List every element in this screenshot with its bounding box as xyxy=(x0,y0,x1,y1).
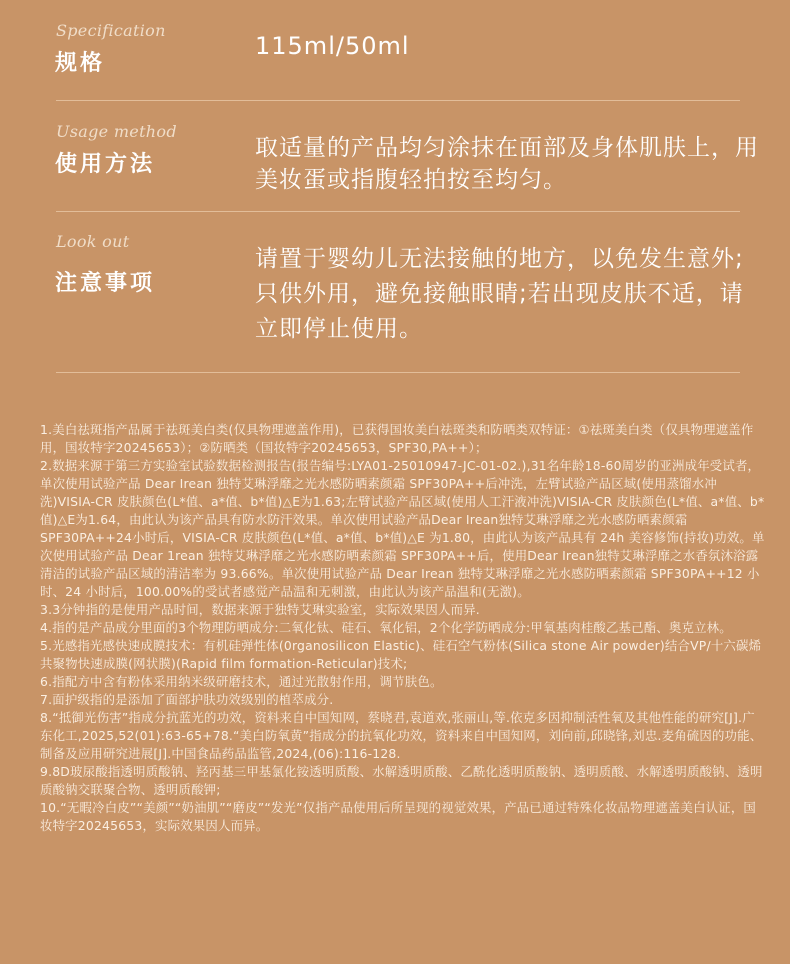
spec-label-en: Specification xyxy=(56,21,166,40)
spec-value: 115ml/50ml xyxy=(255,32,410,60)
footnote: 4.指的是产品成分里面的3个物理防晒成分:二氧化钛、硅石、氧化铝，2个化学防晒成分:甲氧基肉桂酸乙基己酯、奥克立林。 xyxy=(40,620,732,635)
lookout-label-en: Look out xyxy=(56,232,130,251)
footnote: 10.“无暇冷白皮”“美颜”“奶油肌”“磨皮”“发光”仅指产品使用后所呈现的视觉效果，产品已通过特殊化妆品物理遮盖美白认证，国妆特字20245653，实际效果因人而异。 xyxy=(40,800,757,833)
lookout-label-zh: 注意事项 xyxy=(55,271,156,296)
footnote: 5.光感指光感快速成膜技术：有机硅弹性体(0rganosilicon Elastic)、硅石空气粉体(Silica stone Air powder)结合VP/十六碳烯共聚物快速成膜(网状膜)(Rapid film formation-Reticular)技术; xyxy=(40,638,762,671)
footnote: 6.指配方中含有粉体采用纳米级研磨技术，通过光散射作用，调节肤色。 xyxy=(40,674,443,689)
spec-label-zh: 规格 xyxy=(55,51,106,76)
lookout-value: 请置于婴幼儿无法接触的地方，以免发生意外;只供外用，避免接触眼睛;若出现皮肤不适，请立即停止使用。 xyxy=(255,246,744,342)
divider xyxy=(56,100,740,101)
usage-label-zh: 使用方法 xyxy=(55,152,156,177)
footnote: 9.8D玻尿酸指透明质酸钠、羟丙基三甲基氯化铵透明质酸、水解透明质酸、乙酰化透明质酸钠、透明质酸、水解透明质酸钠、透明质酸钠交联聚合物、透明质酸钾; xyxy=(40,764,763,797)
footnote: 2.数据来源于第三方实验室试验数据检测报告(报告编号:LYA01-25010947-JC-01-02.),31名年龄18-60周岁的亚洲成年受试者，单次使用试验产品 Dear Irean 独特艾琳浮靡之光水感防晒素颜霜 SPF30PA++后冲洗，左臂试验产品区域(使用蒸馏水冲洗)VISIA-CR 皮肤颜色(L*值、a*值、b*值)△E为1.63;左臂试验产品区域(使用人工汗液冲洗)VISIA-CR 皮肤颜色(L*值、a*值、b*值)△E为1.64，由此认为该产品具有防水防汗效果。单次使用试验产品Dear Irean独特艾琳浮靡之光水感防晒素颜霜SPF30PA++24小时后，VISIA-CR 皮肤颜色(L*值、a*值、b*值)△E 为1.80，由此认为该产品具有 24h 美容修饰(持妆)功效。单次使用试验产品 Dear 1rean 独特艾琳浮靡之光水感防晒素颜霜 SPF30PA++后，使用Dear Irean独特艾琳浮靡之水香氛沐浴露清洁的试验产品区域的清洁率为 93.66%。单次使用试验产品 Dear Irean 独特艾琳浮靡之光水感防晒素颜霜 SPF30PA++12 小时、24 小时后，100.00%的受试者感觉产品温和无刺激，由此认为该产品温和(无激)。 xyxy=(40,458,765,599)
bottom-strip xyxy=(0,964,790,972)
footnote: 8.“抵御光伤害”指成分抗蓝光的功效，资料来自中国知网，蔡晓君,袁道欢,张丽山,等.依克多因抑制活性氧及其他性能的研究[J].广东化工,2025,52(01):63-65+78.“美白防氧黄”指成分的抗氧化功效，资料来自中国知网，刘向前,邱晓锋,刘忠.麦角硫因的功能、制备及应用研究进展[J].中国食品药品监管,2024,(06):116-128. xyxy=(40,710,763,761)
divider xyxy=(56,372,740,373)
usage-label-en: Usage method xyxy=(56,122,177,141)
footnote: 3.3分钟指的是使用产品时间，数据来源于独特艾琳实验室，实际效果因人而异. xyxy=(40,602,480,617)
divider xyxy=(56,211,740,212)
footnotes xyxy=(40,421,765,835)
footnote: 1.美白祛斑指产品属于祛斑美白类(仅具物理遮盖作用)，已获得国妆美白祛斑类和防晒类双特证：①祛斑美白类（仅具物理遮盖作用，国妆特字20245653）；②防晒类（国妆特字20245653，SPF30,PA++）； xyxy=(40,422,754,455)
usage-value: 取适量的产品均匀涂抹在面部及身体肌肤上，用美妆蛋或指腹轻拍按至均匀。 xyxy=(255,135,759,193)
footnote: 7.面护级指的是添加了面部护肤功效级别的植萃成分. xyxy=(40,692,334,707)
